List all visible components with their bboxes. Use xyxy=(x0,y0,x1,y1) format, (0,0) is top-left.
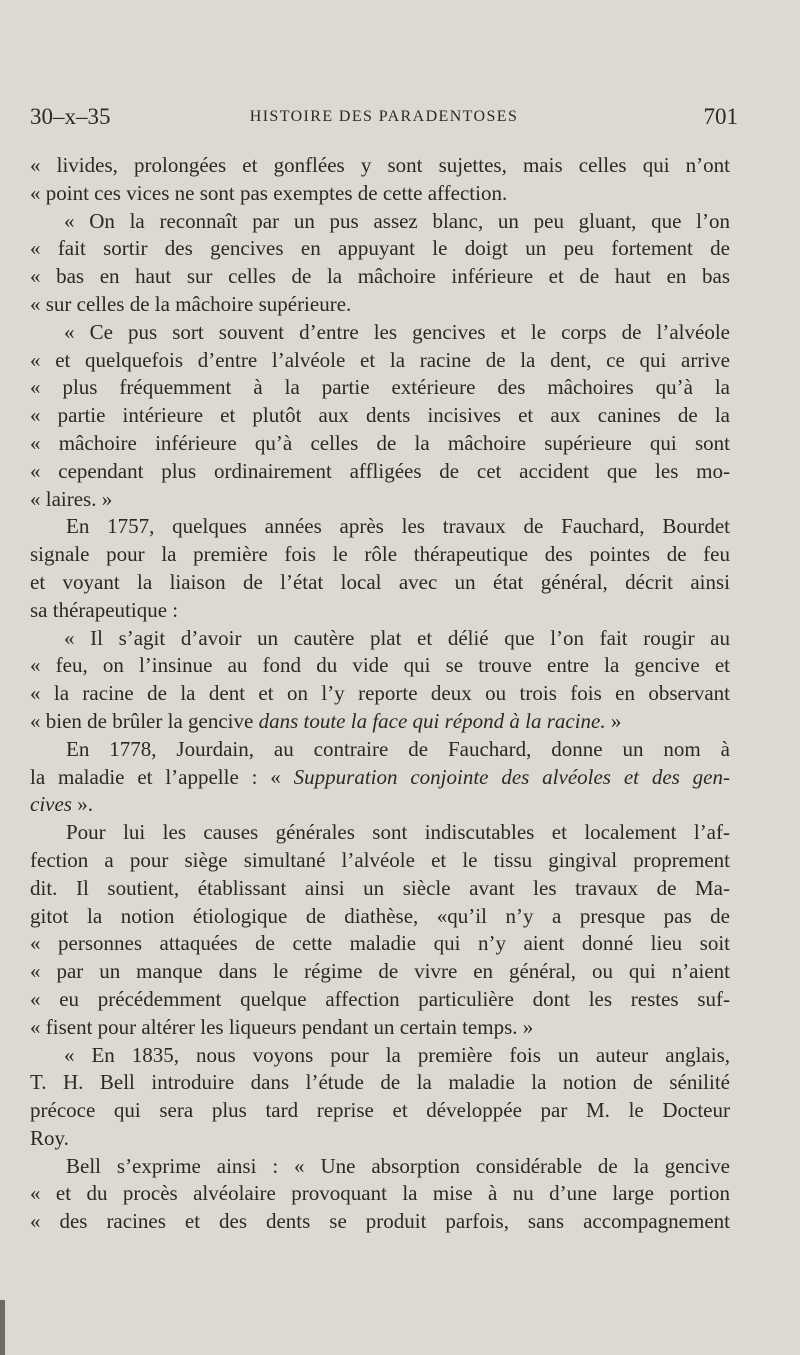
line-text: « feu, on l’insinue au fond du vide qui se trouve entre la gencive et xyxy=(30,653,730,678)
line-text: « point ces vices ne sont pas exemptes de cette affection. xyxy=(30,180,508,205)
line-text-after: ». xyxy=(71,792,93,817)
text-line xyxy=(30,152,730,180)
line-text: signale pour la première fois le rôle thérapeutique des pointes de feu xyxy=(30,542,730,567)
text-line xyxy=(30,486,730,514)
text-line xyxy=(30,986,730,1014)
italic-text: dans toute la face qui répond à la racine. xyxy=(258,708,606,733)
header-date: 30–x–35 xyxy=(30,104,111,129)
text-line xyxy=(30,1097,730,1125)
text-line xyxy=(30,458,730,486)
body-text xyxy=(30,152,730,1236)
line-text: « bas en haut sur celles de la mâchoire inférieure et de haut en bas xyxy=(30,264,730,289)
line-text: « partie intérieure et plutôt aux dents incisives et aux canines de la xyxy=(30,403,730,428)
text-line xyxy=(30,1125,730,1153)
line-text: « fait sortir des gencives en appuyant le doigt un peu fortement de xyxy=(30,236,730,261)
line-text: « bien de brûler la gencive xyxy=(30,708,259,733)
text-line xyxy=(30,1208,730,1236)
line-text: « cependant plus ordinairement affligées de cet accident que les mo- xyxy=(30,458,730,483)
text-line xyxy=(30,1069,730,1097)
running-header xyxy=(30,104,738,134)
text-line xyxy=(30,430,730,458)
line-text: « par un manque dans le régime de vivre en général, ou qui n’aient xyxy=(30,959,730,984)
text-line xyxy=(30,1042,730,1070)
text-line xyxy=(30,402,730,430)
text-line xyxy=(30,791,730,819)
line-text: « laires. » xyxy=(30,486,113,511)
line-text: Roy. xyxy=(30,1125,69,1150)
line-text: En 1757, quelques années après les travaux de Fauchard, Bourdet xyxy=(66,514,730,539)
line-text: « des racines et des dents se produit parfois, sans accompagnement xyxy=(30,1209,730,1234)
line-text: « On la reconnaît par un pus assez blanc, un peu gluant, que l’on xyxy=(64,208,730,233)
text-line xyxy=(30,875,730,903)
line-text: dit. Il soutient, établissant ainsi un siècle avant les travaux de Ma- xyxy=(30,875,730,900)
line-text: « En 1835, nous voyons pour la première fois un auteur anglais, xyxy=(64,1042,730,1067)
line-text: sa thérapeutique : xyxy=(30,597,179,622)
text-line xyxy=(30,541,730,569)
text-line xyxy=(30,680,730,708)
text-line xyxy=(30,625,730,653)
line-text: gitot la notion étiologique de diathèse, «qu’il n’y a presque pas de xyxy=(30,903,730,928)
line-text: « mâchoire inférieure qu’à celles de la mâchoire supérieure qui sont xyxy=(30,430,730,455)
text-line xyxy=(30,1014,730,1042)
text-line xyxy=(30,708,730,736)
text-line xyxy=(30,819,730,847)
line-text: « Il s’agit d’avoir un cautère plat et délié que l’on fait rougir au xyxy=(64,625,730,650)
italic-text: Suppuration conjointe des alvéoles et des gen- xyxy=(293,764,730,789)
line-text: et voyant la liaison de l’état local avec un état général, décrit ainsi xyxy=(30,569,730,594)
line-text: « plus fréquemment à la partie extérieure des mâchoires qu’à la xyxy=(30,375,730,400)
line-text: fection a pour siège simultané l’alvéole et le tissu gingival proprement xyxy=(30,847,730,872)
text-line xyxy=(30,652,730,680)
page-number: 701 xyxy=(703,104,738,129)
text-line xyxy=(30,736,730,764)
line-text: précoce qui sera plus tard reprise et développée par M. le Docteur xyxy=(30,1098,730,1123)
text-line xyxy=(30,180,730,208)
line-text: « eu précédemment quelque affection particulière dont les restes suf- xyxy=(30,986,730,1011)
header-title: HISTOIRE DES PARADENTOSES xyxy=(249,108,519,125)
text-line xyxy=(30,958,730,986)
line-text: « Ce pus sort souvent d’entre les gencives et le corps de l’alvéole xyxy=(64,319,730,344)
text-line xyxy=(30,208,730,236)
text-line xyxy=(30,569,730,597)
text-line xyxy=(30,764,730,792)
text-line xyxy=(30,903,730,931)
line-text: « livides, prolongées et gonflées y sont sujettes, mais celles qui n’ont xyxy=(30,153,730,177)
text-line xyxy=(30,847,730,875)
line-text: « fisent pour altérer les liqueurs pendant un certain temps. » xyxy=(30,1014,534,1039)
text-line xyxy=(30,597,730,625)
page-edge-shadow xyxy=(0,1300,5,1355)
line-text: la maladie et l’appelle : « xyxy=(30,764,294,789)
line-text: « personnes attaquées de cette maladie qui n’y aient donné lieu soit xyxy=(30,931,730,956)
text-line xyxy=(30,235,730,263)
text-line xyxy=(30,374,730,402)
text-line xyxy=(30,513,730,541)
line-text: « et du procès alvéolaire provoquant la mise à nu d’une large portion xyxy=(30,1181,730,1206)
text-line xyxy=(30,930,730,958)
line-text: « et quelquefois d’entre l’alvéole et la racine de la dent, ce qui arrive xyxy=(30,347,730,372)
italic-text: cives xyxy=(30,792,72,817)
line-text: « sur celles de la mâchoire supérieure. xyxy=(30,291,352,316)
line-text: Pour lui les causes générales sont indiscutables et localement l’af- xyxy=(66,820,730,845)
line-text-after: » xyxy=(605,708,622,733)
text-line xyxy=(30,1180,730,1208)
line-text: T. H. Bell introduire dans l’étude de la maladie la notion de sénilité xyxy=(30,1070,730,1095)
text-line xyxy=(30,319,730,347)
line-text: Bell s’exprime ainsi : « Une absorption considérable de la gencive xyxy=(66,1153,730,1178)
line-text: « la racine de la dent et on l’y reporte deux ou trois fois en observant xyxy=(30,681,730,706)
text-line xyxy=(30,263,730,291)
text-line xyxy=(30,291,730,319)
text-line xyxy=(30,347,730,375)
text-line xyxy=(30,1153,730,1181)
line-text: En 1778, Jourdain, au contraire de Fauchard, donne un nom à xyxy=(66,736,730,761)
